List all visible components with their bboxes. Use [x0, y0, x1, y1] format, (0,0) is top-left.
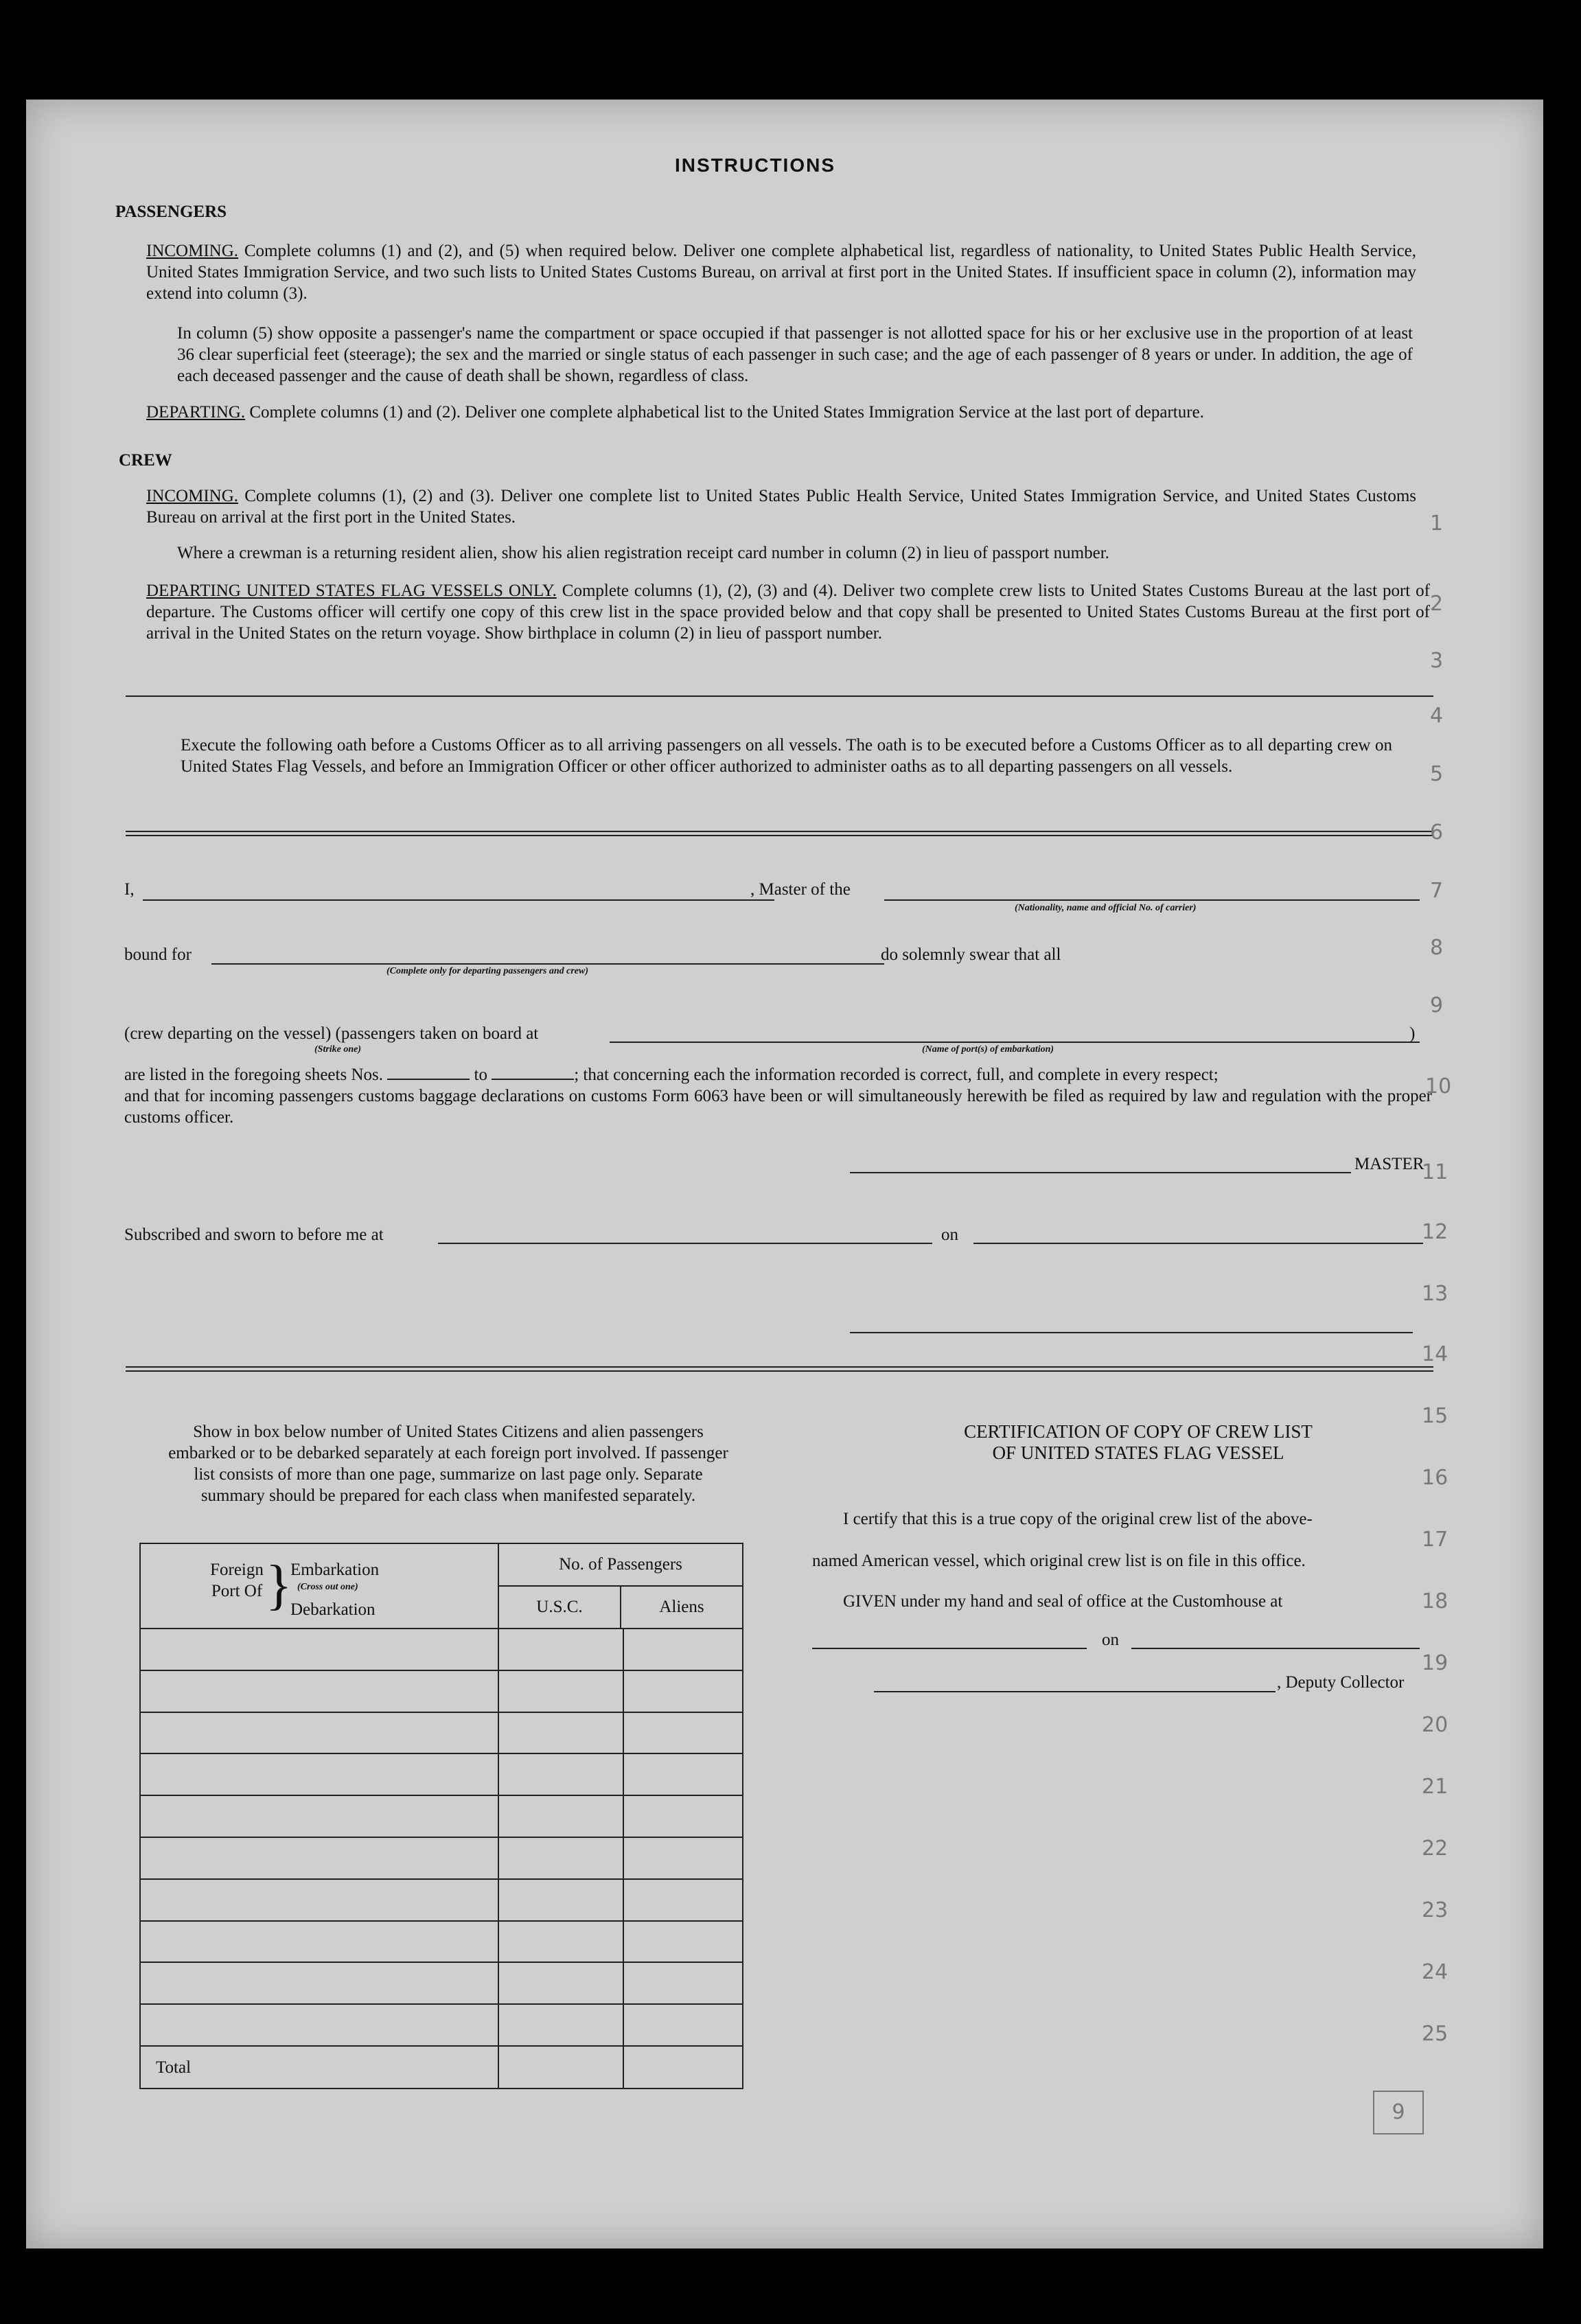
usc-cell[interactable]: [498, 1712, 623, 1754]
sheets-from-field[interactable]: [387, 1079, 470, 1080]
aliens-cell[interactable]: [623, 2004, 743, 2046]
certification-text-2: named American vessel, which original crew list is on file in this office.: [812, 1552, 1306, 1570]
row-number: 9: [1430, 993, 1444, 1017]
certification-text-3: GIVEN under my hand and seal of office at the Customhouse at: [843, 1592, 1283, 1611]
crew-heading: CREW: [119, 451, 172, 470]
total-label: Total: [140, 2046, 498, 2089]
subscribed-on-label: on: [941, 1226, 958, 1244]
aliens-cell[interactable]: [623, 1629, 743, 1670]
crew-incoming-text: Complete columns (1), (2) and (3). Deliver one complete list to United States Public Health Service, United States Immigration Service, and United States Customs Bureau on arrival at the first port in the United States.: [146, 487, 1416, 527]
row-number: 7: [1430, 879, 1444, 903]
row-number: 23: [1422, 1898, 1449, 1922]
document-page: [26, 100, 1543, 2248]
aliens-cell[interactable]: [623, 1879, 743, 1921]
summary-row: [140, 1670, 743, 1712]
aliens-cell[interactable]: [623, 1795, 743, 1837]
officer-signature-field[interactable]: [850, 1332, 1413, 1333]
row-number: 4: [1430, 704, 1444, 728]
subscribed-place-field[interactable]: [438, 1243, 932, 1244]
passengers-heading: PASSENGERS: [115, 203, 227, 221]
summary-row: [140, 1962, 743, 2004]
usc-cell[interactable]: [498, 1962, 623, 2004]
usc-cell[interactable]: [498, 1921, 623, 1963]
bound-for-label: bound for: [124, 945, 192, 964]
row-number: 5: [1430, 762, 1444, 786]
no-passengers-label: No. of Passengers: [499, 1544, 742, 1587]
passengers-departing-label: DEPARTING.: [146, 403, 246, 422]
summary-row: [140, 1921, 743, 1963]
row-number: 17: [1422, 1528, 1449, 1552]
summary-row: [140, 1837, 743, 1879]
row-number: 8: [1430, 936, 1444, 960]
foreign-port-label: Foreign Port Of: [210, 1561, 264, 1600]
port-cell[interactable]: [140, 1962, 498, 2004]
usc-cell[interactable]: [498, 1837, 623, 1879]
summary-header-row: [140, 1543, 743, 1629]
strike-note: (Strike one): [314, 1044, 362, 1055]
passengers-incoming-label: INCOMING.: [146, 242, 239, 260]
passengers-departing-text: Complete columns (1) and (2). Deliver one complete alphabetical list to the United States Immigration Service at the last port of departure.: [249, 403, 1204, 422]
row-number: 2: [1430, 592, 1444, 616]
master-signature-field[interactable]: [850, 1172, 1351, 1173]
row-number: 1: [1430, 511, 1444, 536]
subscribed-label: Subscribed and sworn to before me at: [124, 1226, 384, 1244]
summary-row: [140, 1795, 743, 1837]
port-cell[interactable]: [140, 1712, 498, 1754]
embarkation-port-field[interactable]: [610, 1042, 1420, 1043]
cross-out-note: (Cross out one): [297, 1582, 358, 1592]
oath-instructions: Execute the following oath before a Customs Officer as to all arriving passengers on all vessels. The oath is to be executed before a Customs Officer as to all departing crew on United States Flag Vessels, and before an Immigration Officer or other officer authorized to administer oaths as to all departing passengers on all vessels.: [181, 736, 1392, 776]
deputy-collector-signature-field[interactable]: [874, 1691, 1276, 1692]
row-number: 22: [1422, 1837, 1449, 1861]
passengers-column5-paragraph: In column (5) show opposite a passenger's name the compartment or space occupied if that passenger is not allotted space for his or her exclusive use in the proportion of at least 36 clear superficial feet (steerage); the sex and the married or single status of each passenger in such case; and the age of each passenger of 8 years or under. In addition, the age of each deceased passenger and the cause of death shall be shown, regardless of class.: [177, 324, 1413, 385]
embarkation-label: Embarkation: [290, 1561, 380, 1579]
usc-cell[interactable]: [498, 1670, 623, 1712]
bound-for-note: (Complete only for departing passengers and crew): [386, 966, 588, 976]
swear-label: do solemnly swear that all: [881, 945, 1061, 964]
master-label: MASTER: [1354, 1155, 1424, 1173]
usc-label: U.S.C.: [499, 1587, 621, 1628]
passengers-incoming-text: Complete columns (1) and (2), and (5) when required below. Deliver one complete alphabetical list, regardless of nationality, to United States Public Health Service, United States Immigration Service, and two such lists to United States Customs Bureau, on arrival at first port in the United States. If insufficient space in column (2), information may extend into column (3).: [146, 242, 1417, 303]
usc-cell[interactable]: [498, 1795, 623, 1837]
summary-instructions: Show in box below number of United States Citizens and alien passengers embarked or to be debarked separately at each foreign port involved. If passenger list consists of more than one page, summarize on last page only. Separate summary should be prepared for each class when manifested separately.: [168, 1423, 728, 1505]
summary-row: [140, 1879, 743, 1921]
port-cell[interactable]: [140, 1629, 498, 1670]
port-cell[interactable]: [140, 1753, 498, 1795]
divider: [126, 695, 1433, 697]
baggage-declaration-text: and that for incoming passengers customs baggage declarations on customs Form 6063 have been or will simultaneously herewith be filed as required by law and regulation with the proper customs officer.: [124, 1087, 1432, 1127]
sheets-to-field[interactable]: [492, 1079, 574, 1080]
closing-paren: ): [1409, 1024, 1416, 1043]
aliens-cell[interactable]: [623, 1921, 743, 1963]
row-number: 15: [1422, 1404, 1449, 1428]
row-number: 10: [1425, 1074, 1452, 1098]
double-divider: [126, 831, 1433, 836]
certification-title-2: OF UNITED STATES FLAG VESSEL: [992, 1442, 1284, 1463]
sheets-line: [124, 1064, 1432, 1085]
passengers-header-cell: [498, 1543, 743, 1629]
row-number: 24: [1422, 1960, 1449, 1984]
usc-total-cell[interactable]: [498, 2046, 623, 2089]
usc-cell[interactable]: [498, 1879, 623, 1921]
row-number: 6: [1430, 820, 1444, 844]
row-number: 11: [1422, 1160, 1449, 1184]
row-number: 21: [1422, 1775, 1449, 1799]
oath-i-label: I,: [124, 880, 135, 899]
aliens-cell[interactable]: [623, 1712, 743, 1754]
summary-row: [140, 1753, 743, 1795]
crew-departing-label: DEPARTING UNITED STATES FLAG VESSELS ONLY.: [146, 582, 557, 600]
double-divider-lower: [126, 1366, 1433, 1372]
passengers-departing-paragraph: [146, 402, 1430, 423]
port-cell[interactable]: [140, 1837, 498, 1879]
page-number-box: [1373, 2091, 1424, 2135]
aliens-label: Aliens: [659, 1598, 704, 1616]
port-cell[interactable]: [140, 2004, 498, 2046]
row-number: 12: [1422, 1220, 1449, 1244]
usc-cell[interactable]: [498, 1753, 623, 1795]
crew-incoming-label: INCOMING.: [146, 487, 239, 505]
summary-row: [140, 2004, 743, 2046]
usc-cell[interactable]: [498, 1629, 623, 1670]
deputy-collector-label: , Deputy Collector: [1277, 1673, 1405, 1692]
port-cell[interactable]: [140, 1670, 498, 1712]
page-title: INSTRUCTIONS: [675, 154, 835, 176]
aliens-cell[interactable]: [623, 1837, 743, 1879]
port-cell[interactable]: [140, 1795, 498, 1837]
carrier-note: (Nationality, name and official No. of carrier): [1015, 903, 1197, 913]
row-number: 16: [1422, 1466, 1449, 1490]
crew-incoming-paragraph: [146, 485, 1416, 528]
sheets-label: are listed in the foregoing sheets Nos.: [124, 1066, 383, 1084]
page-number: 9: [1392, 2100, 1405, 2124]
passenger-summary-table: [139, 1543, 743, 2089]
certification-text-1: I certify that this is a true copy of the original crew list of the above-: [843, 1510, 1313, 1528]
sheets-to-label: to: [474, 1066, 487, 1084]
sheets-statement: ; that concerning each the information recorded is correct, full, and complete in every respect;: [574, 1066, 1219, 1084]
row-number: 18: [1422, 1589, 1449, 1613]
summary-row: [140, 1629, 743, 1670]
summary-row: [140, 1712, 743, 1754]
port-header-cell: [140, 1543, 498, 1629]
master-name-field[interactable]: [143, 899, 774, 901]
aliens-cell[interactable]: [623, 1670, 743, 1712]
master-of-label: , Master of the: [750, 880, 851, 899]
embarkation-port-note: (Name of port(s) of embarkation): [922, 1044, 1054, 1055]
row-number: 20: [1422, 1713, 1449, 1737]
port-cell[interactable]: [140, 1879, 498, 1921]
summary-total-row: [140, 2046, 743, 2089]
debarkation-label: Debarkation: [290, 1600, 376, 1619]
port-cell[interactable]: [140, 1921, 498, 1963]
certification-date-field[interactable]: [1131, 1648, 1420, 1649]
customhouse-field[interactable]: [812, 1648, 1087, 1649]
aliens-cell[interactable]: [623, 1753, 743, 1795]
row-number: 13: [1422, 1282, 1449, 1306]
bound-for-field[interactable]: [211, 963, 884, 965]
brace-icon: }: [266, 1555, 292, 1615]
crew-departing-paragraph: [146, 580, 1430, 644]
passengers-incoming-paragraph: [146, 240, 1416, 304]
row-number: 3: [1430, 649, 1444, 673]
row-number: 14: [1422, 1342, 1449, 1366]
aliens-cell[interactable]: [623, 1962, 743, 2004]
row-number: 25: [1422, 2022, 1449, 2046]
certification-title-1: CERTIFICATION OF COPY OF CREW LIST: [964, 1421, 1313, 1442]
certification-on-label: on: [1102, 1631, 1119, 1649]
usc-cell[interactable]: [498, 2004, 623, 2046]
row-number: 19: [1422, 1651, 1449, 1675]
carrier-field[interactable]: [884, 899, 1420, 901]
crew-departing-label: (crew departing on the vessel) (passengers taken on board at: [124, 1024, 539, 1043]
crew-returning-resident-note: Where a crewman is a returning resident alien, show his alien registration receipt card number in column (2) in lieu of passport number.: [177, 544, 1109, 562]
aliens-total-cell[interactable]: [623, 2046, 743, 2089]
crew-departing-text: Complete columns (1), (2), (3) and (4). Deliver two complete crew lists to United States Customs Bureau at the last port of departure. The Customs officer will certify one copy of this crew list in the space provided below and that copy shall be presented to United States Customs Bureau at the first port of arrival in the United States on the return voyage. Show birthplace in column (2) in lieu of passport number.: [146, 582, 1430, 643]
subscribed-date-field[interactable]: [973, 1243, 1423, 1244]
